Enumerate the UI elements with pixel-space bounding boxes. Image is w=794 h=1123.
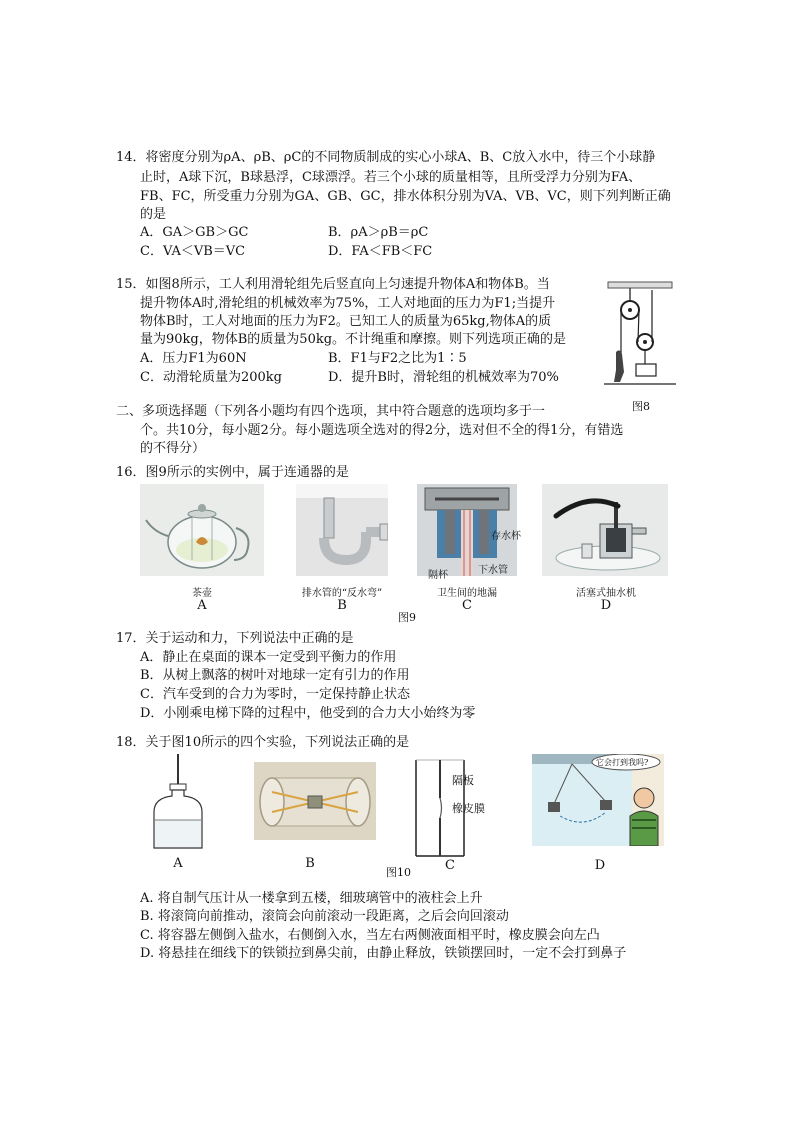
q14-option-a: A．GA＞GB＞GC: [140, 225, 249, 240]
q15-option-c: C．动滑轮质量为200kg: [140, 370, 282, 385]
section-2-line-2: 个。共10分，每小题2分。每小题选项全选对的得2分，选对但不全的得1分，有错选: [140, 423, 624, 438]
section-2-line-3: 的不得分）: [140, 441, 206, 456]
figure-9b-drain-trap: [296, 484, 388, 576]
q15-option-d: D．提升B时，滑轮组的机械效率为70%: [328, 370, 559, 385]
figure-9c-letter: C: [462, 598, 472, 613]
q15-option-b: B．F1与F2之比为1∶5: [328, 351, 467, 366]
figure-10d-letter: D: [594, 858, 606, 873]
figure-10c-label-board: 隔板: [452, 774, 474, 787]
figure-9c-label-pipe: 下水管: [478, 565, 508, 576]
figure-8-pulley-system: [600, 280, 680, 392]
figure-10b-rolling-can: [254, 762, 376, 840]
section-2-line-1: 二、多项选择题（下列各小题均有四个选项，其中符合题意的选项均多于一: [116, 404, 546, 419]
figure-10c-label-film: 橡皮膜: [452, 802, 485, 815]
figure-9-caption: 图9: [398, 611, 416, 624]
q15-line-1: 15．如图8所示，工人利用滑轮组先后竖直向上匀速提升物体A和物体B。当: [116, 277, 550, 292]
figure-9d-piston-pump: [542, 484, 668, 576]
q18-option-b: B. 将滚筒向前推动，滚筒会向前滚动一段距离，之后会向回滚动: [140, 909, 509, 924]
figure-10-caption: 图10: [386, 866, 411, 879]
figure-10d-speech-bubble: 它会打到我吗?: [596, 758, 649, 767]
figure-9a-teapot: [140, 484, 264, 576]
figure-10a-letter: A: [173, 856, 183, 871]
q14-line-1: 14．将密度分别为ρA、ρB、ρC的不同物质制成的实心小球A、B、C放入水中，待三个小球静: [116, 150, 656, 165]
figure-9d-caption: 活塞式抽水机: [576, 588, 636, 599]
figure-9c-label-cup: 存水杯: [491, 531, 521, 542]
q17-option-b: B．从树上飘落的树叶对地球一定有引力的作用: [140, 668, 410, 683]
q17-option-d: D．小刚乘电梯下降的过程中，他受到的合力大小始终为零: [140, 706, 476, 721]
q15-option-a: A．压力F1为60N: [140, 351, 247, 366]
figure-9a-letter: A: [197, 598, 207, 613]
figure-9b-caption: 排水管的“反水弯”: [301, 588, 383, 599]
q14-option-c: C．VA＜VB＝VC: [140, 244, 246, 259]
q15-line-2: 提升物体A时,滑轮组的机械效率为75%，工人对地面的压力为F1;当提升: [140, 296, 556, 311]
q17-option-a: A．静止在桌面的课本一定受到平衡力的作用: [140, 650, 397, 665]
q16-stem: 16．图9所示的实例中，属于连通器的是: [116, 465, 349, 480]
q17-option-c: C．汽车受到的合力为零时，一定保持静止状态: [140, 687, 410, 702]
q18-option-d: D. 将悬挂在细线下的铁锁拉到鼻尖前，由静止释放，铁锁摆回时，一定不会打到鼻子: [140, 946, 627, 961]
q18-option-c: C. 将容器左侧倒入盐水，右侧倒入水，当左右两侧液面相平时，橡皮膜会向左凸: [140, 928, 600, 943]
q18-option-a: A. 将自制气压计从一楼拿到五楼，细玻璃管中的液柱会上升: [140, 891, 483, 906]
figure-9a-caption: 茶壶: [192, 588, 212, 599]
figure-8-caption: 图8: [632, 400, 650, 413]
q17-stem: 17．关于运动和力，下列说法中正确的是: [116, 631, 354, 646]
figure-9d-letter: D: [600, 598, 612, 613]
q15-line-4: 量为90kg，物体B的质量为50kg。不计绳重和摩擦。则下列选项正确的是: [140, 332, 567, 347]
figure-9c-label-iso: 隔杯: [428, 570, 448, 581]
figure-9b-letter: B: [337, 598, 347, 613]
q15-line-3: 物体B时，工人对地面的压力为F2。已知工人的质量为65kg,物体A的质: [140, 314, 552, 329]
figure-10a-barometer-bottle: [150, 754, 206, 854]
q14-option-d: D．FA＜FB＜FC: [328, 244, 433, 259]
figure-10c-letter: C: [445, 858, 455, 873]
figure-9c-caption: 卫生间的地漏: [437, 588, 497, 599]
q14-option-b: B．ρA＞ρB＝ρC: [328, 225, 429, 240]
q14-line-4: 的是: [140, 207, 167, 222]
q14-line-2: 止时，A球下沉，B球悬浮，C球漂浮。若三个小球的质量相等，且所受浮力分别为FA、: [140, 170, 642, 185]
q14-line-3: FB、FC，所受重力分别为GA、GB、GC，排水体积分别为VA、VB、VC，则下列判断正确: [140, 189, 671, 204]
q18-stem: 18．关于图10所示的四个实验，下列说法正确的是: [116, 735, 410, 750]
figure-10b-letter: B: [305, 856, 315, 871]
